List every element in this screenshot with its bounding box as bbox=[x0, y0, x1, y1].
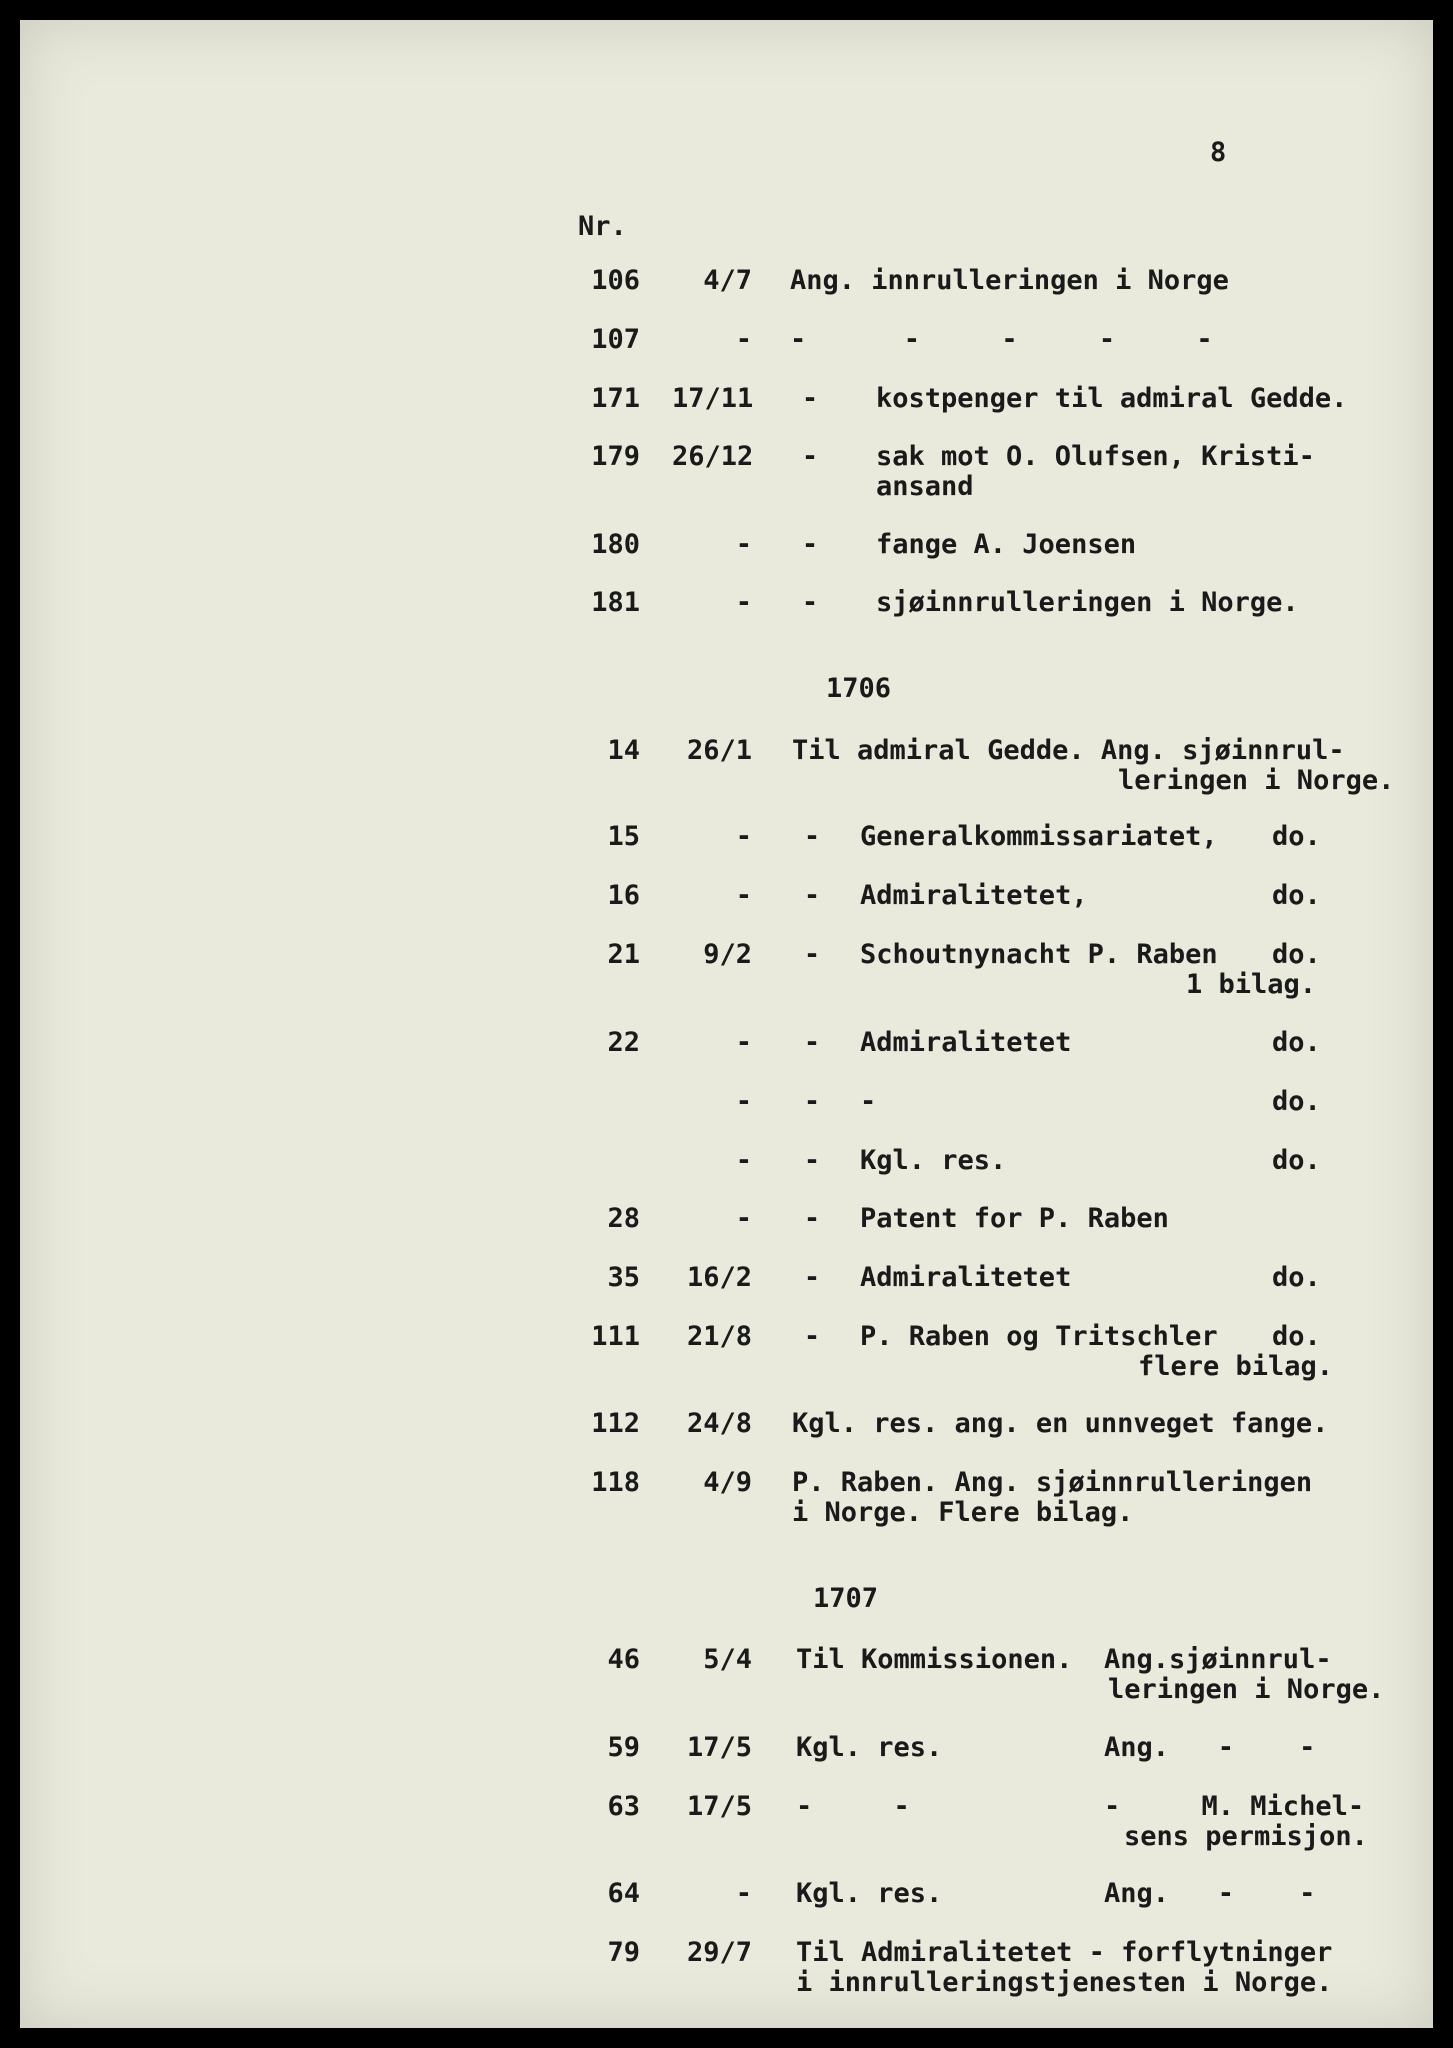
entry-date: 9/2 bbox=[703, 939, 752, 970]
entry-date: 17/5 bbox=[686, 1732, 752, 1763]
entry-date: 24/8 bbox=[686, 1408, 752, 1439]
entry-text-continued: i innrulleringstjenesten i Norge. bbox=[796, 1967, 1333, 1998]
entry-number: 181 bbox=[591, 587, 640, 618]
entry-date: - bbox=[735, 1027, 752, 1058]
entry-number: 112 bbox=[591, 1408, 640, 1439]
entry-date: - bbox=[735, 529, 752, 560]
ditto-mark: - bbox=[803, 880, 821, 911]
entry-number: 171 bbox=[591, 383, 640, 414]
entry-date: 17/5 bbox=[686, 1791, 752, 1822]
year-heading-1706: 1706 bbox=[826, 673, 892, 704]
year-heading-1707: 1707 bbox=[813, 1583, 879, 1614]
entry-text-continued: leringen i Norge. bbox=[1118, 765, 1395, 796]
entry-reference: do. bbox=[1272, 939, 1321, 970]
entry-date: - bbox=[735, 324, 752, 355]
ditto-mark: - bbox=[801, 383, 819, 414]
entry-reference: do. bbox=[1272, 1262, 1321, 1293]
entry-number: 14 bbox=[607, 735, 640, 766]
ditto-mark: - bbox=[803, 1145, 821, 1176]
entry-number: 180 bbox=[591, 529, 640, 560]
entry-reference: do. bbox=[1272, 821, 1321, 852]
entry-date: 17/11 bbox=[672, 383, 754, 414]
entry-reference: Ang. - - bbox=[1104, 1878, 1316, 1909]
entry-date: 5/4 bbox=[703, 1644, 752, 1675]
entry-number: 22 bbox=[607, 1027, 640, 1058]
ditto-mark: - bbox=[803, 1262, 821, 1293]
entry-text: P. Raben. Ang. sjøinnrulleringen bbox=[792, 1467, 1313, 1498]
ditto-mark: - bbox=[803, 1321, 821, 1352]
ditto-mark: - bbox=[803, 1203, 821, 1234]
ditto-mark: - bbox=[801, 441, 819, 472]
entry-text: Kgl. res. bbox=[796, 1732, 943, 1763]
entry-text: Admiralitetet bbox=[860, 1262, 1072, 1293]
entry-reference: do. bbox=[1272, 1145, 1321, 1176]
ditto-mark: - bbox=[803, 1027, 821, 1058]
entry-reference: do. bbox=[1272, 880, 1321, 911]
entry-text-continued: i Norge. Flere bilag. bbox=[792, 1497, 1134, 1528]
entry-text: Kgl. res. ang. en unnveget fange. bbox=[792, 1408, 1329, 1439]
ditto-mark: - bbox=[803, 939, 821, 970]
entry-text: Til Kommissionen. bbox=[796, 1644, 1073, 1675]
entry-text: Kgl. res. bbox=[796, 1878, 943, 1909]
entry-number: 79 bbox=[607, 1937, 640, 1968]
entry-text: Schoutnynacht P. Raben bbox=[860, 939, 1218, 970]
entry-date: - bbox=[735, 1878, 752, 1909]
entry-date: 29/7 bbox=[686, 1937, 752, 1968]
entry-date: 26/1 bbox=[686, 735, 752, 766]
entry-number: 46 bbox=[607, 1644, 640, 1675]
entry-number: 111 bbox=[591, 1321, 640, 1352]
entry-text: fange A. Joensen bbox=[876, 529, 1137, 560]
entry-text: Ang. innrulleringen i Norge bbox=[790, 265, 1229, 296]
entry-date: 21/8 bbox=[686, 1321, 752, 1352]
entry-number: 118 bbox=[591, 1467, 640, 1498]
entry-number: 64 bbox=[607, 1878, 640, 1909]
entry-text-continued: sens permisjon. bbox=[1124, 1821, 1368, 1852]
entry-date: - bbox=[735, 880, 752, 911]
entry-text: - - - - - bbox=[790, 324, 1213, 355]
entry-number: 106 bbox=[591, 265, 640, 296]
entry-date: - bbox=[735, 1203, 752, 1234]
ditto-mark: - bbox=[803, 821, 821, 852]
page-number: 8 bbox=[1210, 137, 1227, 168]
entry-text: - bbox=[860, 1086, 877, 1117]
entry-number: 179 bbox=[591, 441, 640, 472]
entry-number: 63 bbox=[607, 1791, 640, 1822]
entry-number: 16 bbox=[607, 880, 640, 911]
entry-number: 107 bbox=[591, 324, 640, 355]
entry-text: kostpenger til admiral Gedde. bbox=[876, 383, 1348, 414]
entry-date: 4/9 bbox=[703, 1467, 752, 1498]
entry-text: Admiralitetet bbox=[860, 1027, 1072, 1058]
entry-date: - bbox=[735, 821, 752, 852]
entry-date: 26/12 bbox=[672, 441, 754, 472]
entry-number: 21 bbox=[607, 939, 640, 970]
entry-text-continued: 1 bilag. bbox=[1186, 969, 1317, 1000]
entry-text-continued: ansand bbox=[876, 471, 974, 502]
entry-text: - - bbox=[796, 1791, 910, 1822]
entry-number: 35 bbox=[607, 1262, 640, 1293]
entry-text: sak mot O. Olufsen, Kristi- bbox=[876, 441, 1315, 472]
entry-date: - bbox=[735, 587, 752, 618]
entry-reference: do. bbox=[1272, 1086, 1321, 1117]
entry-text: Generalkommissariatet, bbox=[860, 821, 1218, 852]
entry-reference: Ang.sjøinnrul- bbox=[1104, 1644, 1332, 1675]
entry-date: - bbox=[735, 1145, 752, 1176]
entry-reference: do. bbox=[1272, 1027, 1321, 1058]
entry-date: 4/7 bbox=[703, 265, 752, 296]
document-page bbox=[20, 20, 1433, 2028]
entry-date: 16/2 bbox=[686, 1262, 752, 1293]
entry-text: Til admiral Gedde. Ang. sjøinnrul- bbox=[792, 735, 1345, 766]
entry-text: Patent for P. Raben bbox=[860, 1203, 1169, 1234]
ditto-mark: - bbox=[803, 1086, 821, 1117]
entry-text: Til Admiralitetet - forflytninger bbox=[796, 1937, 1333, 1968]
column-header-nr: Nr. bbox=[578, 211, 627, 242]
entry-text-continued: leringen i Norge. bbox=[1108, 1674, 1385, 1705]
entry-reference: do. bbox=[1272, 1321, 1321, 1352]
ditto-mark: - bbox=[801, 529, 819, 560]
entry-text: Admiralitetet, bbox=[860, 880, 1088, 911]
entry-text: sjøinnrulleringen i Norge. bbox=[876, 587, 1299, 618]
entry-text: Kgl. res. bbox=[860, 1145, 1007, 1176]
entry-number: 28 bbox=[607, 1203, 640, 1234]
entry-number: 15 bbox=[607, 821, 640, 852]
entry-number: 59 bbox=[607, 1732, 640, 1763]
entry-reference: - M. Michel- bbox=[1104, 1791, 1365, 1822]
entry-text-continued: flere bilag. bbox=[1138, 1351, 1334, 1382]
entry-text: P. Raben og Tritschler bbox=[860, 1321, 1218, 1352]
entry-reference: Ang. - - bbox=[1104, 1732, 1316, 1763]
entry-date: - bbox=[735, 1086, 752, 1117]
ditto-mark: - bbox=[801, 587, 819, 618]
